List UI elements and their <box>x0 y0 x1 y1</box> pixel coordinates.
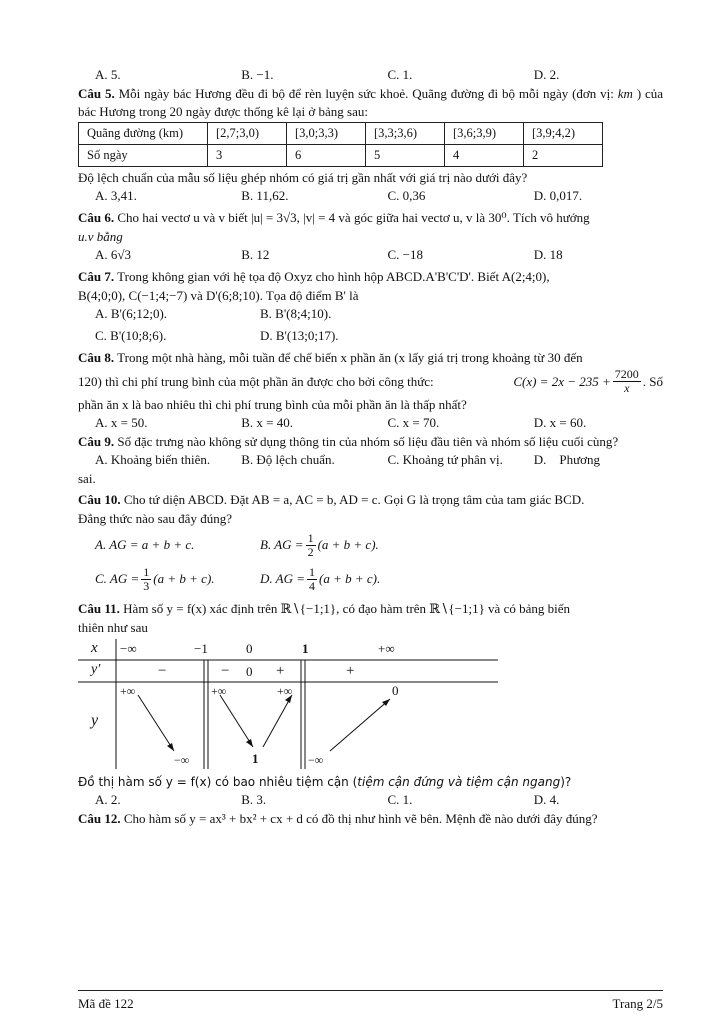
question-9 <box>78 433 663 451</box>
option-c-sum: (a + b + c). <box>153 571 215 586</box>
question-text: Cho hai vectơ u và v biết |u| = 3√3, |v| = 4 và góc giữa hai vectơ u, v là 30⁰. Tích vô hướng <box>117 210 590 225</box>
option-c-text: C. AG = <box>95 571 140 586</box>
option-a: A. 2. <box>95 792 121 807</box>
question-label: Câu 5. <box>78 86 115 101</box>
variation-table <box>78 639 498 769</box>
question-text: Đồ thị hàm số y = f(x) có bao nhiêu tiệm cận ( <box>78 775 358 789</box>
question-10-options-row1 <box>78 528 663 562</box>
question-8-options <box>78 414 663 432</box>
question-text: Số đặc trưng nào không sử dụng thông tin của nhóm số liệu đầu tiên và nhóm số liệu cuối cùng? <box>117 434 619 449</box>
option-d <box>243 562 408 596</box>
question-8-line3: phần ăn x là bao nhiêu thì chi phí trung bình của mỗi phần ăn là thấp nhất? <box>78 397 467 412</box>
option-c: C. x = 70. <box>387 415 440 430</box>
table-head: [2,7;3,0) <box>208 123 287 145</box>
option-d: D. 2. <box>533 67 560 82</box>
bbt-yp-label: y′ <box>91 662 101 677</box>
bbt-sign: + <box>346 663 355 679</box>
bbt-y-value: 0 <box>392 683 399 698</box>
option-d-text: D. AG = <box>260 571 306 586</box>
option-b: B. −1. <box>241 67 274 82</box>
table-cell: 3 <box>208 145 287 167</box>
question-6-line2: u.v bằng <box>78 229 123 244</box>
bbt-x-value: −∞ <box>120 641 137 656</box>
table-head: [3,9;4,2) <box>524 123 603 145</box>
bbt-x-label: x <box>91 640 98 656</box>
question-text: Mỗi ngày bác Hương đều đi bộ để rèn luyện sức khoẻ. Quãng đường đi bộ mỗi ngày (đơn vị: <box>118 86 614 101</box>
bbt-y-value: +∞ <box>277 684 293 698</box>
table-head: [3,6;3,9) <box>445 123 524 145</box>
question-7-line2: B(4;0;0), C(−1;4;−7) và D'(6;8;10). Tọa độ điểm B' là <box>78 288 359 303</box>
question-10-options-row2 <box>78 562 663 596</box>
option-a: A. 6√3 <box>95 247 132 262</box>
bbt-sign: + <box>276 663 285 679</box>
fraction-numerator: 7200 <box>614 367 639 381</box>
question-label: Câu 10. <box>78 492 121 507</box>
bbt-y-value: 1 <box>252 751 259 766</box>
page-number: Trang 2/5 <box>612 996 663 1011</box>
question-10-line2: Đẳng thức nào sau đây đúng? <box>78 511 232 526</box>
option-d: D. 18 <box>533 247 563 262</box>
bbt-sign: − <box>221 663 230 679</box>
fraction <box>307 566 317 593</box>
fraction <box>306 532 316 559</box>
question-italic: tiệm cận đứng và tiệm cận ngang <box>357 775 561 789</box>
option-d-continued: sai. <box>78 471 96 486</box>
table-cell: Số ngày <box>79 145 208 167</box>
table-head: [3,3;3,6) <box>366 123 445 145</box>
option-c <box>78 562 243 596</box>
fraction-denominator: 4 <box>309 578 316 593</box>
option-d: D. 4. <box>533 792 560 807</box>
option-b: B. x = 40. <box>241 415 294 430</box>
option-d: D. 0,017. <box>533 188 583 203</box>
variation-table-lines <box>78 639 498 769</box>
question-9-options <box>78 451 663 469</box>
fraction-denominator: 3 <box>143 578 150 593</box>
bbt-y-value: +∞ <box>211 684 227 698</box>
option-d: D. B'(13;0;17). <box>260 328 339 343</box>
table-cell: 2 <box>524 145 603 167</box>
question-5-ask: Độ lệch chuẩn của mẫu số liệu ghép nhóm có giá trị gần nhất với giá trị nào dưới đây? <box>78 170 528 185</box>
question-text: Hàm số y = f(x) xác định trên ℝ∖{−1;1}, có đạo hàm trên ℝ∖{−1;1} và có bảng biến <box>123 601 570 616</box>
fraction <box>141 566 151 593</box>
table-head: Quãng đường (km) <box>79 123 208 145</box>
unit: km <box>617 86 633 101</box>
option-b-text: B. AG = <box>260 537 304 552</box>
page-footer <box>78 990 663 1012</box>
option-b: B. Độ lệch chuẩn. <box>241 452 335 467</box>
question-6-options <box>78 246 663 264</box>
cost-formula <box>509 368 663 395</box>
option-a: A. B'(6;12;0). <box>95 306 168 321</box>
bbt-y-value: −∞ <box>308 753 324 767</box>
option-c: C. 0,36 <box>387 188 426 203</box>
table-row <box>79 123 603 145</box>
table-head: [3,0;3,3) <box>287 123 366 145</box>
bbt-x-value: 1 <box>302 641 309 656</box>
fraction-numerator: 1 <box>309 564 316 579</box>
fraction-numerator: 1 <box>143 564 150 579</box>
question-text: Trong không gian với hệ tọa độ Oxyz cho hình hộp ABCD.A'B'C'D'. Biết A(2;4;0), <box>117 269 550 284</box>
question-12 <box>78 810 663 828</box>
option-c: C. 1. <box>387 792 413 807</box>
bbt-y-label: y <box>91 712 99 729</box>
exam-page <box>78 66 663 828</box>
question-label: Câu 6. <box>78 210 115 225</box>
option-a: A. 3,41. <box>95 188 137 203</box>
option-c: C. Khoảng tứ phân vị. <box>387 452 503 467</box>
question-label: Câu 12. <box>78 811 121 826</box>
option-d: D. Phương <box>533 452 601 467</box>
question-text: Trong một nhà hàng, mỗi tuần để chế biến x phần ăn (x lấy giá trị trong khoảng từ 30 đến <box>117 350 583 365</box>
table-cell: 6 <box>287 145 366 167</box>
fraction-denominator: x <box>624 381 630 395</box>
bbt-y-value: −∞ <box>174 753 190 767</box>
fraction-denominator: 2 <box>307 544 314 559</box>
question-11 <box>78 600 663 618</box>
option-c: C. −18 <box>387 247 424 262</box>
question-label: Câu 9. <box>78 434 115 449</box>
question-label: Câu 7. <box>78 269 115 284</box>
question-7-options-row2 <box>78 327 663 345</box>
table-cell: 4 <box>445 145 524 167</box>
bbt-y-value: +∞ <box>120 684 136 698</box>
option-a: A. Khoảng biến thiên. <box>95 452 211 467</box>
question-text-2: ) của bác Hương trong 20 ngày được thống kê lại ở bảng sau: <box>78 86 664 119</box>
question-text: Cho hàm số y = ax³ + bx² + cx + d có đồ thị như hình vẽ bên. Mệnh đề nào dưới đây đúng? <box>123 811 598 826</box>
top-options <box>78 66 663 84</box>
bbt-x-value: 0 <box>246 641 253 656</box>
option-b: B. B'(8;4;10). <box>260 306 332 321</box>
option-c: C. B'(10;8;6). <box>95 328 167 343</box>
option-b: B. 3. <box>241 792 267 807</box>
distance-table <box>78 122 603 167</box>
option-b: B. 11,62. <box>241 188 289 203</box>
question-text-2: 120) thì chi phí trung bình của một phần ăn được cho bởi công thức: <box>78 373 434 389</box>
question-6 <box>78 209 663 227</box>
question-11-line2: thiên như sau <box>78 620 148 635</box>
option-a: A. x = 50. <box>95 415 148 430</box>
option-d-sum: (a + b + c). <box>319 571 381 586</box>
option-d: D. x = 60. <box>533 415 587 430</box>
fraction-numerator: 1 <box>307 530 314 545</box>
option-b-sum: (a + b + c). <box>317 537 379 552</box>
formula-fraction <box>613 368 641 395</box>
question-label: Câu 8. <box>78 350 115 365</box>
question-7 <box>78 268 663 286</box>
question-text: Cho tứ diện ABCD. Đặt AB = a, AC = b, AD = c. Gọi G là trọng tâm của tam giác BCD. <box>123 492 585 507</box>
bbt-sign: − <box>158 663 167 679</box>
exam-code: Mã đề 122 <box>78 996 134 1011</box>
option-b: B. 12 <box>241 247 270 262</box>
question-8-line2 <box>78 368 663 395</box>
option-c: C. 1. <box>387 67 413 82</box>
table-cell: 5 <box>366 145 445 167</box>
bbt-sign: 0 <box>246 664 253 679</box>
question-5 <box>78 85 663 121</box>
bbt-x-value: +∞ <box>378 641 395 656</box>
question-end: )? <box>560 775 572 789</box>
table-row <box>79 145 603 167</box>
question-5-options <box>78 187 663 205</box>
bbt-x-value: −1 <box>194 641 208 656</box>
option-a <box>78 528 243 562</box>
option-a: A. 5. <box>95 67 121 82</box>
question-text-3: . Số <box>642 373 663 389</box>
question-7-options-row1 <box>78 305 663 323</box>
question-10 <box>78 491 663 509</box>
question-11-options <box>78 791 663 809</box>
option-a-text: A. AG = a + b + c. <box>95 537 195 552</box>
question-11-ask <box>78 773 663 791</box>
formula-left: C(x) = 2x − 235 + <box>513 373 611 389</box>
question-8 <box>78 349 663 367</box>
question-label: Câu 11. <box>78 601 120 616</box>
option-b <box>243 528 408 562</box>
